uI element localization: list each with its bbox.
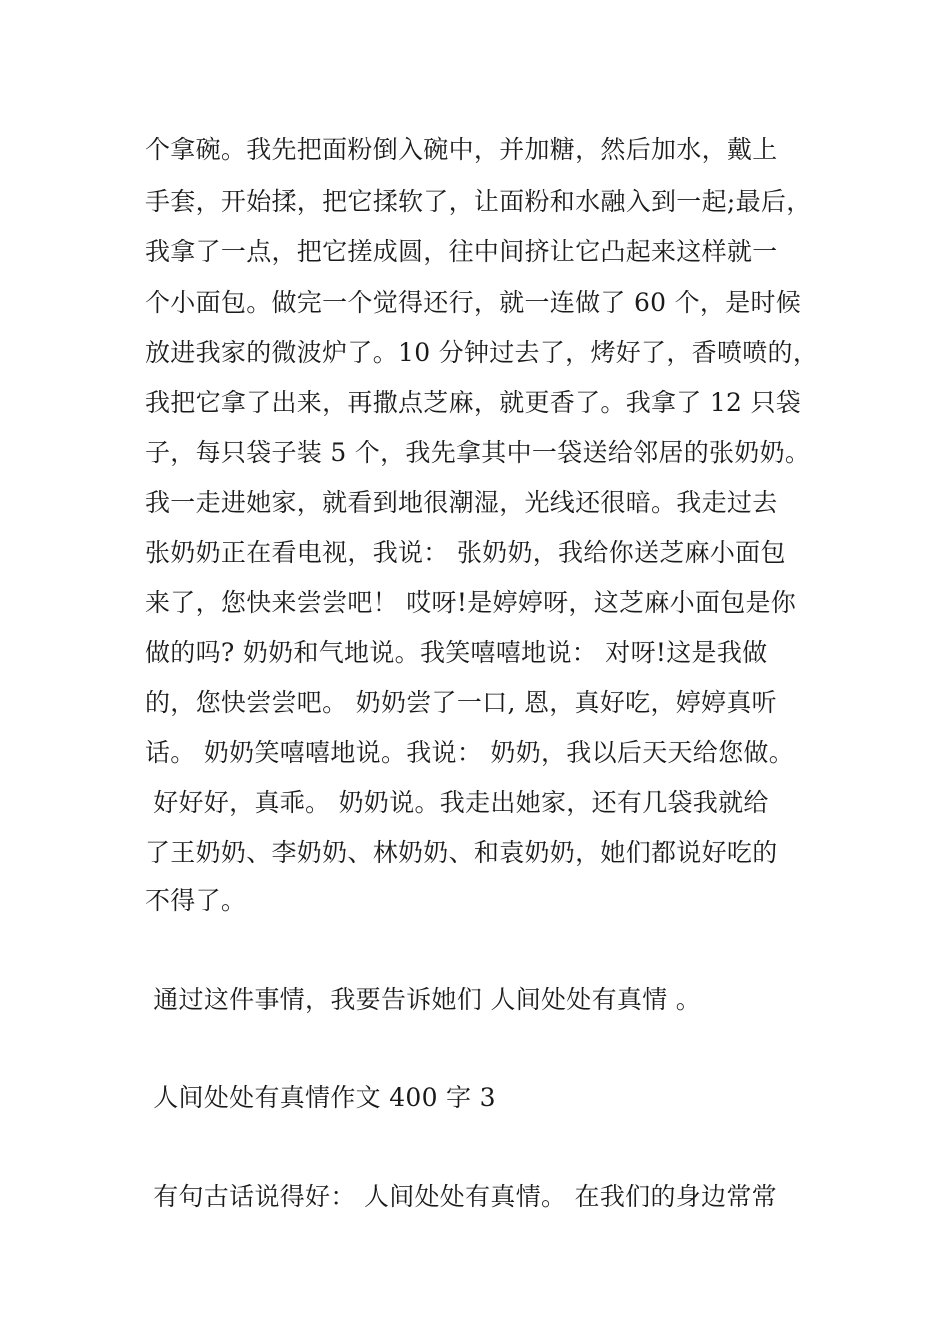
text-line: 个拿碗。我先把面粉倒入碗中，并加糖，然后加水，戴上 [145, 135, 778, 164]
text-line: 我拿了一点，把它搓成圆，往中间挤让它凸起来这样就一 [145, 237, 778, 266]
text-line: 好好好，真乖。 奶奶说。我走出她家，还有几袋我就给 [145, 788, 769, 817]
text-line: 我把它拿了出来，再撒点芝麻，就更香了。我拿了 12 只袋 [145, 388, 802, 417]
text-line: 做的吗? 奶奶和气地说。我笑嘻嘻地说： 对呀!这是我做 [145, 638, 768, 667]
text-line: 放进我家的微波炉了。10 分钟过去了，烤好了，香喷喷的， [145, 338, 819, 367]
conclusion-paragraph: 通过这件事情，我要告诉她们 人间处处有真情 。 [145, 985, 702, 1014]
text-line: 了王奶奶、李奶奶、林奶奶、和袁奶奶，她们都说好吃的 [145, 838, 778, 867]
text-line: 张奶奶正在看电视，我说： 张奶奶，我给你送芝麻小面包 [145, 538, 786, 567]
text-line: 的，您快尝尝吧。 奶奶尝了一口, 恩，真好吃，婷婷真听 [145, 688, 777, 717]
text-line: 手套，开始揉，把它揉软了，让面粉和水融入到一起;最后， [145, 187, 812, 216]
text-line: 个小面包。做完一个觉得还行，就一连做了 60 个，是时候 [145, 288, 802, 317]
text-line: 不得了。 [145, 886, 247, 915]
paragraph-start: 有句古话说得好： 人间处处有真情。 在我们的身边常常 [145, 1182, 777, 1211]
text-line: 我一走进她家，就看到地很潮湿，光线还很暗。我走过去 [145, 488, 778, 517]
text-line: 话。 奶奶笑嘻嘻地说。我说： 奶奶，我以后天天给您做。 [145, 738, 794, 767]
section-title: 人间处处有真情作文 400 字 3 [145, 1083, 496, 1112]
text-line: 来了，您快来尝尝吧！ 哎呀!是婷婷呀，这芝麻小面包是你 [145, 588, 797, 617]
text-line: 子，每只袋子装 5 个，我先拿其中一袋送给邻居的张奶奶。 [145, 438, 811, 467]
